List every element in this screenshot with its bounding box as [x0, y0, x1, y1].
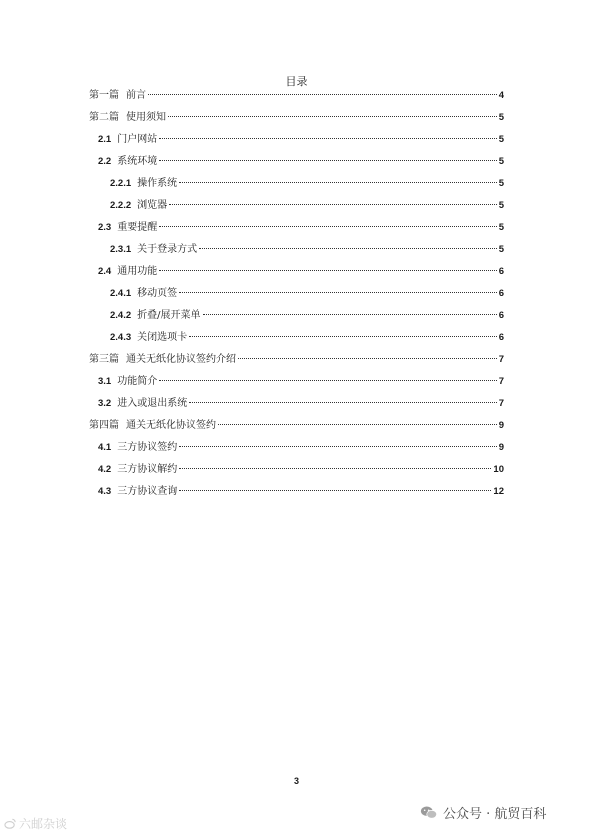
toc-dot-leader — [179, 446, 496, 447]
toc-dot-leader — [159, 160, 496, 161]
toc-entry-number: 3.2 — [98, 398, 112, 409]
toc-entry-title: 系统环境 — [117, 156, 158, 167]
toc-entry[interactable] — [89, 198, 504, 220]
toc-entry-page: 5 — [498, 222, 504, 233]
toc-entry-page: 5 — [498, 134, 504, 145]
toc-entry-number: 2.3.1 — [110, 244, 132, 255]
toc-entry-page: 7 — [498, 398, 504, 409]
toc-entry-title: 功能简介 — [117, 376, 158, 387]
watermark-left-text: 六邮杂谈 — [19, 817, 68, 831]
toc-entry-number: 第四篇 — [89, 420, 119, 431]
toc-entry[interactable] — [89, 330, 504, 352]
toc-dot-leader — [169, 204, 497, 205]
toc-entry-title: 前言 — [126, 90, 146, 101]
toc-dot-leader — [179, 490, 491, 491]
toc-entry-number: 3.1 — [98, 376, 112, 387]
watermark-right — [420, 803, 546, 822]
toc-entry-title: 关闭选项卡 — [137, 332, 188, 343]
toc-dot-leader — [159, 380, 496, 381]
toc-entry-title: 进入或退出系统 — [117, 398, 188, 409]
toc-entry[interactable] — [89, 132, 504, 154]
watermark-right-text: 公众号 · 航贸百科 — [443, 807, 547, 822]
toc-entry-number: 2.2.1 — [110, 178, 132, 189]
toc-entry-page: 4 — [498, 90, 504, 101]
toc-entry-number: 2.4.1 — [110, 288, 132, 299]
toc-dot-leader — [159, 138, 496, 139]
toc-entry[interactable] — [89, 484, 504, 506]
toc-entry-title: 通关无纸化协议签约介绍 — [126, 354, 236, 365]
toc-dot-leader — [203, 314, 497, 315]
watermark-left — [4, 815, 67, 832]
toc-dot-leader — [148, 94, 497, 95]
toc-entry-number: 4.3 — [98, 486, 112, 497]
toc-entry-title: 重要提醒 — [117, 222, 158, 233]
toc-entry-number: 2.2.2 — [110, 200, 132, 211]
toc-entry-title: 使用须知 — [126, 112, 166, 123]
toc-entry-title: 通用功能 — [117, 266, 158, 277]
toc-entry-title: 三方协议签约 — [117, 442, 178, 453]
weibo-logo-icon — [4, 817, 17, 830]
toc-entry-title: 关于登录方式 — [137, 244, 198, 255]
toc-entry-title: 三方协议查询 — [117, 486, 178, 497]
toc-entry-page: 6 — [498, 266, 504, 277]
toc-dot-leader — [179, 292, 497, 293]
toc-entry-number: 4.2 — [98, 464, 112, 475]
toc-entry[interactable] — [89, 264, 504, 286]
toc-entry[interactable] — [89, 220, 504, 242]
toc-entry-title: 门户网站 — [117, 134, 158, 145]
toc-entry[interactable] — [89, 154, 504, 176]
toc-entry-title: 通关无纸化协议签约 — [126, 420, 216, 431]
toc-dot-leader — [218, 424, 497, 425]
toc-dot-leader — [179, 468, 491, 469]
toc-entry[interactable] — [89, 308, 504, 330]
toc-dot-leader — [238, 358, 497, 359]
toc-entry-number: 第一篇 — [89, 90, 119, 101]
toc-dot-leader — [189, 402, 496, 403]
toc-entry-page: 6 — [498, 310, 504, 321]
toc-entry-page: 5 — [498, 244, 504, 255]
toc-entry-page: 5 — [498, 178, 504, 189]
toc-entry[interactable] — [89, 352, 504, 374]
toc-dot-leader — [179, 182, 497, 183]
toc-dot-leader — [189, 336, 497, 337]
toc-entry-page: 7 — [498, 354, 504, 365]
toc-entry[interactable] — [89, 176, 504, 198]
toc-dot-leader — [159, 270, 496, 271]
toc-entry[interactable] — [89, 110, 504, 132]
toc-dot-leader — [159, 226, 496, 227]
toc-entry-number: 2.2 — [98, 156, 112, 167]
page-title: 目录 — [285, 75, 308, 88]
toc-entry[interactable] — [89, 242, 504, 264]
toc-entry-title: 折叠/展开菜单 — [137, 310, 201, 321]
toc-entry-page: 6 — [498, 288, 504, 299]
toc-entry-page: 12 — [493, 486, 504, 497]
toc-entry[interactable] — [89, 88, 504, 110]
toc-entry-number: 第二篇 — [89, 112, 119, 123]
toc-entry-number: 2.4.2 — [110, 310, 132, 321]
toc-entry-number: 2.1 — [98, 134, 112, 145]
toc-entry-number: 第三篇 — [89, 354, 119, 365]
toc-entry-page: 5 — [498, 200, 504, 211]
table-of-contents — [89, 88, 504, 506]
toc-entry-page: 5 — [498, 156, 504, 167]
toc-entry-page: 9 — [498, 442, 504, 453]
toc-entry[interactable] — [89, 440, 504, 462]
toc-dot-leader — [168, 116, 497, 117]
toc-entry[interactable] — [89, 462, 504, 484]
toc-entry-number: 2.4.3 — [110, 332, 132, 343]
toc-entry[interactable] — [89, 374, 504, 396]
toc-entry-page: 6 — [498, 332, 504, 343]
toc-entry-page: 10 — [493, 464, 504, 475]
wechat-icon — [420, 805, 438, 820]
toc-entry-title: 三方协议解约 — [117, 464, 178, 475]
toc-entry[interactable] — [89, 418, 504, 440]
toc-entry-number: 2.3 — [98, 222, 112, 233]
toc-entry-page: 9 — [498, 420, 504, 431]
toc-entry-number: 4.1 — [98, 442, 112, 453]
toc-entry-page: 5 — [498, 112, 504, 123]
toc-entry-title: 操作系统 — [137, 178, 178, 189]
toc-entry[interactable] — [89, 286, 504, 308]
toc-entry-number: 2.4 — [98, 266, 112, 277]
toc-dot-leader — [199, 248, 497, 249]
toc-entry-title: 移动页签 — [137, 288, 178, 299]
toc-entry-title: 浏览器 — [137, 200, 168, 211]
toc-entry-page: 7 — [498, 376, 504, 387]
page-number: 3 — [293, 776, 299, 786]
toc-entry[interactable] — [89, 396, 504, 418]
